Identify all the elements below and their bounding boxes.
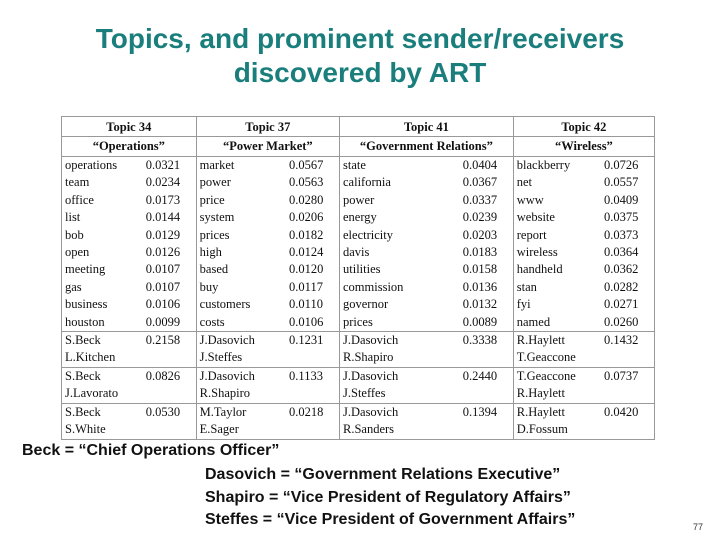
person-cell: J.Lavorato [65,386,119,401]
word-cell: list [65,210,81,225]
word-row [62,314,655,332]
value-cell: 0.0364 [603,245,639,260]
value-cell: 0.0260 [603,314,639,329]
person-cell: J.Dasovich [340,403,457,421]
value-cell: 0.0089 [462,314,498,329]
value-cell: 0.0563 [289,175,324,190]
word-cell: high [196,244,283,261]
value-cell: 0.0373 [603,227,639,242]
value-cell: 0.0206 [289,210,324,225]
pair-row [62,332,655,350]
value-cell: 0.0239 [462,210,498,225]
person-cell: S.Beck [62,367,140,385]
value-cell: 0.0280 [289,192,324,207]
word-cell: blackberry [513,157,598,175]
value-cell [598,421,655,439]
person-cell: S.Beck [62,332,140,350]
person-cell: T.Geaccone [513,349,598,367]
word-cell: prices [196,227,283,244]
word-cell: houston [65,314,105,329]
person-cell: M.Taylor [196,403,283,421]
person-cell: J.Dasovich [196,367,283,385]
word-cell: prices [340,314,457,332]
person-cell: R.Shapiro [340,349,457,367]
person-cell: R.Shapiro [196,385,283,403]
word-cell: electricity [340,227,457,244]
topic-name-header: “Wireless” [513,137,654,157]
value-cell: 0.0136 [462,279,498,294]
person-cell: R.Haylett [513,385,598,403]
value-cell: 0.0126 [145,245,181,260]
value-cell [283,421,339,439]
value-cell: 0.0218 [283,403,339,421]
value-cell: 0.0183 [462,245,498,260]
word-cell: customers [196,296,283,313]
value-cell [283,349,339,367]
word-cell: based [196,261,283,278]
pair-row [62,421,655,439]
note-dasovich: Dasovich = “Government Relations Executive” [205,466,561,483]
value-cell: 0.0557 [603,175,639,190]
word-cell: davis [340,244,457,261]
value-cell: 0.1231 [283,332,339,350]
value-cell: 0.0271 [603,297,639,312]
value-cell: 0.0530 [140,403,196,421]
topic-name-header: “Operations” [62,137,197,157]
note-beck: Beck = “Chief Operations Officer” [22,442,280,459]
value-cell: 0.0726 [603,158,639,172]
value-cell: 0.1133 [283,367,339,385]
word-cell: meeting [65,262,106,277]
topic-name-row [62,137,655,157]
person-cell: J.Dasovich [196,332,283,350]
pair-row [62,367,655,385]
page-number: 77 [693,522,704,532]
value-cell: 0.0106 [145,297,181,312]
word-cell: governor [340,296,457,313]
value-cell: 0.0107 [145,262,181,277]
note-shapiro: Shapiro = “Vice President of Regulatory Affairs” [205,489,571,506]
person-cell: S.White [65,422,106,437]
topics-table [61,116,655,440]
value-cell [598,385,655,403]
person-cell: R.Sanders [340,421,457,439]
value-cell [598,349,655,367]
value-cell: 0.0203 [462,227,498,242]
word-cell: buy [196,279,283,296]
word-cell: state [340,157,457,175]
value-cell: 0.1394 [457,403,513,421]
value-cell [457,349,513,367]
value-cell: 0.0420 [598,403,655,421]
word-cell: website [513,209,598,226]
value-cell: 0.0120 [289,262,324,277]
person-cell: J.Steffes [196,349,283,367]
word-cell: net [513,174,598,191]
value-cell: 0.0826 [140,367,196,385]
value-cell: 0.2440 [457,367,513,385]
word-cell: price [196,192,283,209]
word-row [62,192,655,209]
value-cell: 0.0337 [462,192,498,207]
value-cell: 0.0144 [145,210,181,225]
person-cell: T.Geaccone [513,367,598,385]
word-cell: www [513,192,598,209]
value-cell: 0.0367 [462,175,498,190]
topics-table-body [62,157,655,440]
value-cell: 0.0234 [145,175,181,190]
value-cell: 0.0099 [145,314,181,329]
value-cell: 0.0129 [145,227,181,242]
topic-id-header: Topic 42 [513,117,654,137]
word-cell: market [196,157,283,175]
pair-row [62,349,655,367]
topic-name-header: “Government Relations” [340,137,514,157]
word-cell: gas [65,279,82,294]
person-cell: D.Fossum [513,421,598,439]
slide-title [0,22,720,90]
word-cell: energy [340,209,457,226]
value-cell: 0.0110 [289,297,323,312]
person-cell: J.Dasovich [340,367,457,385]
word-row [62,279,655,296]
word-cell: business [65,297,108,312]
pair-row [62,403,655,421]
word-row [62,174,655,191]
word-cell: report [513,227,598,244]
person-cell: R.Haylett [513,403,598,421]
word-cell: system [196,209,283,226]
value-cell: 0.3338 [457,332,513,350]
value-cell: 0.0567 [289,158,324,172]
value-cell: 0.0173 [145,192,181,207]
value-cell: 0.0106 [289,314,324,329]
value-cell: 0.0282 [603,279,639,294]
word-row [62,157,655,175]
value-cell [457,385,513,403]
value-cell: 0.0404 [462,158,498,172]
word-cell: named [513,314,598,332]
topics-table-header [62,117,655,157]
word-cell: utilities [340,261,457,278]
value-cell: 0.0409 [603,192,639,207]
word-cell: office [65,192,94,207]
value-cell: 0.0375 [603,210,639,225]
word-row [62,261,655,278]
value-cell [457,421,513,439]
word-cell: open [65,245,90,260]
value-cell [140,421,196,439]
person-cell: R.Haylett [513,332,598,350]
pair-row [62,385,655,403]
person-cell: J.Steffes [340,385,457,403]
value-cell: 0.0321 [145,158,181,172]
slide-title-line-2: discovered by ART [233,57,487,88]
person-cell: E.Sager [196,421,283,439]
word-cell: bob [65,227,84,242]
note-steffes: Steffes = “Vice President of Government Affairs” [205,511,576,528]
person-cell: J.Dasovich [340,332,457,350]
value-cell: 0.1432 [598,332,655,350]
value-cell [140,349,196,367]
value-cell: 0.0182 [289,227,324,242]
topic-id-header: Topic 41 [340,117,514,137]
word-row [62,227,655,244]
word-cell: team [65,175,90,190]
value-cell: 0.0737 [598,367,655,385]
word-cell: power [340,192,457,209]
word-cell: power [196,174,283,191]
value-cell [283,385,339,403]
topic-id-header: Topic 37 [196,117,339,137]
topic-name-header: “Power Market” [196,137,339,157]
word-cell: california [340,174,457,191]
word-row [62,244,655,261]
word-row [62,296,655,313]
person-cell: L.Kitchen [65,350,116,365]
word-cell: handheld [513,261,598,278]
value-cell: 0.0124 [289,245,324,260]
value-cell [140,385,196,403]
word-cell: costs [196,314,283,332]
value-cell: 0.0362 [603,262,639,277]
value-cell: 0.0132 [462,297,498,312]
word-cell: commission [340,279,457,296]
topic-id-header: Topic 34 [62,117,197,137]
slide-title-line-1: Topics, and prominent sender/receivers [95,23,625,54]
person-cell: S.Beck [62,403,140,421]
word-row [62,209,655,226]
word-cell: operations [65,158,118,172]
value-cell: 0.0117 [289,279,323,294]
value-cell: 0.2158 [140,332,196,350]
word-cell: wireless [513,244,598,261]
word-cell: stan [513,279,598,296]
value-cell: 0.0158 [462,262,498,277]
value-cell: 0.0107 [145,279,181,294]
word-cell: fyi [513,296,598,313]
topic-id-row [62,117,655,137]
